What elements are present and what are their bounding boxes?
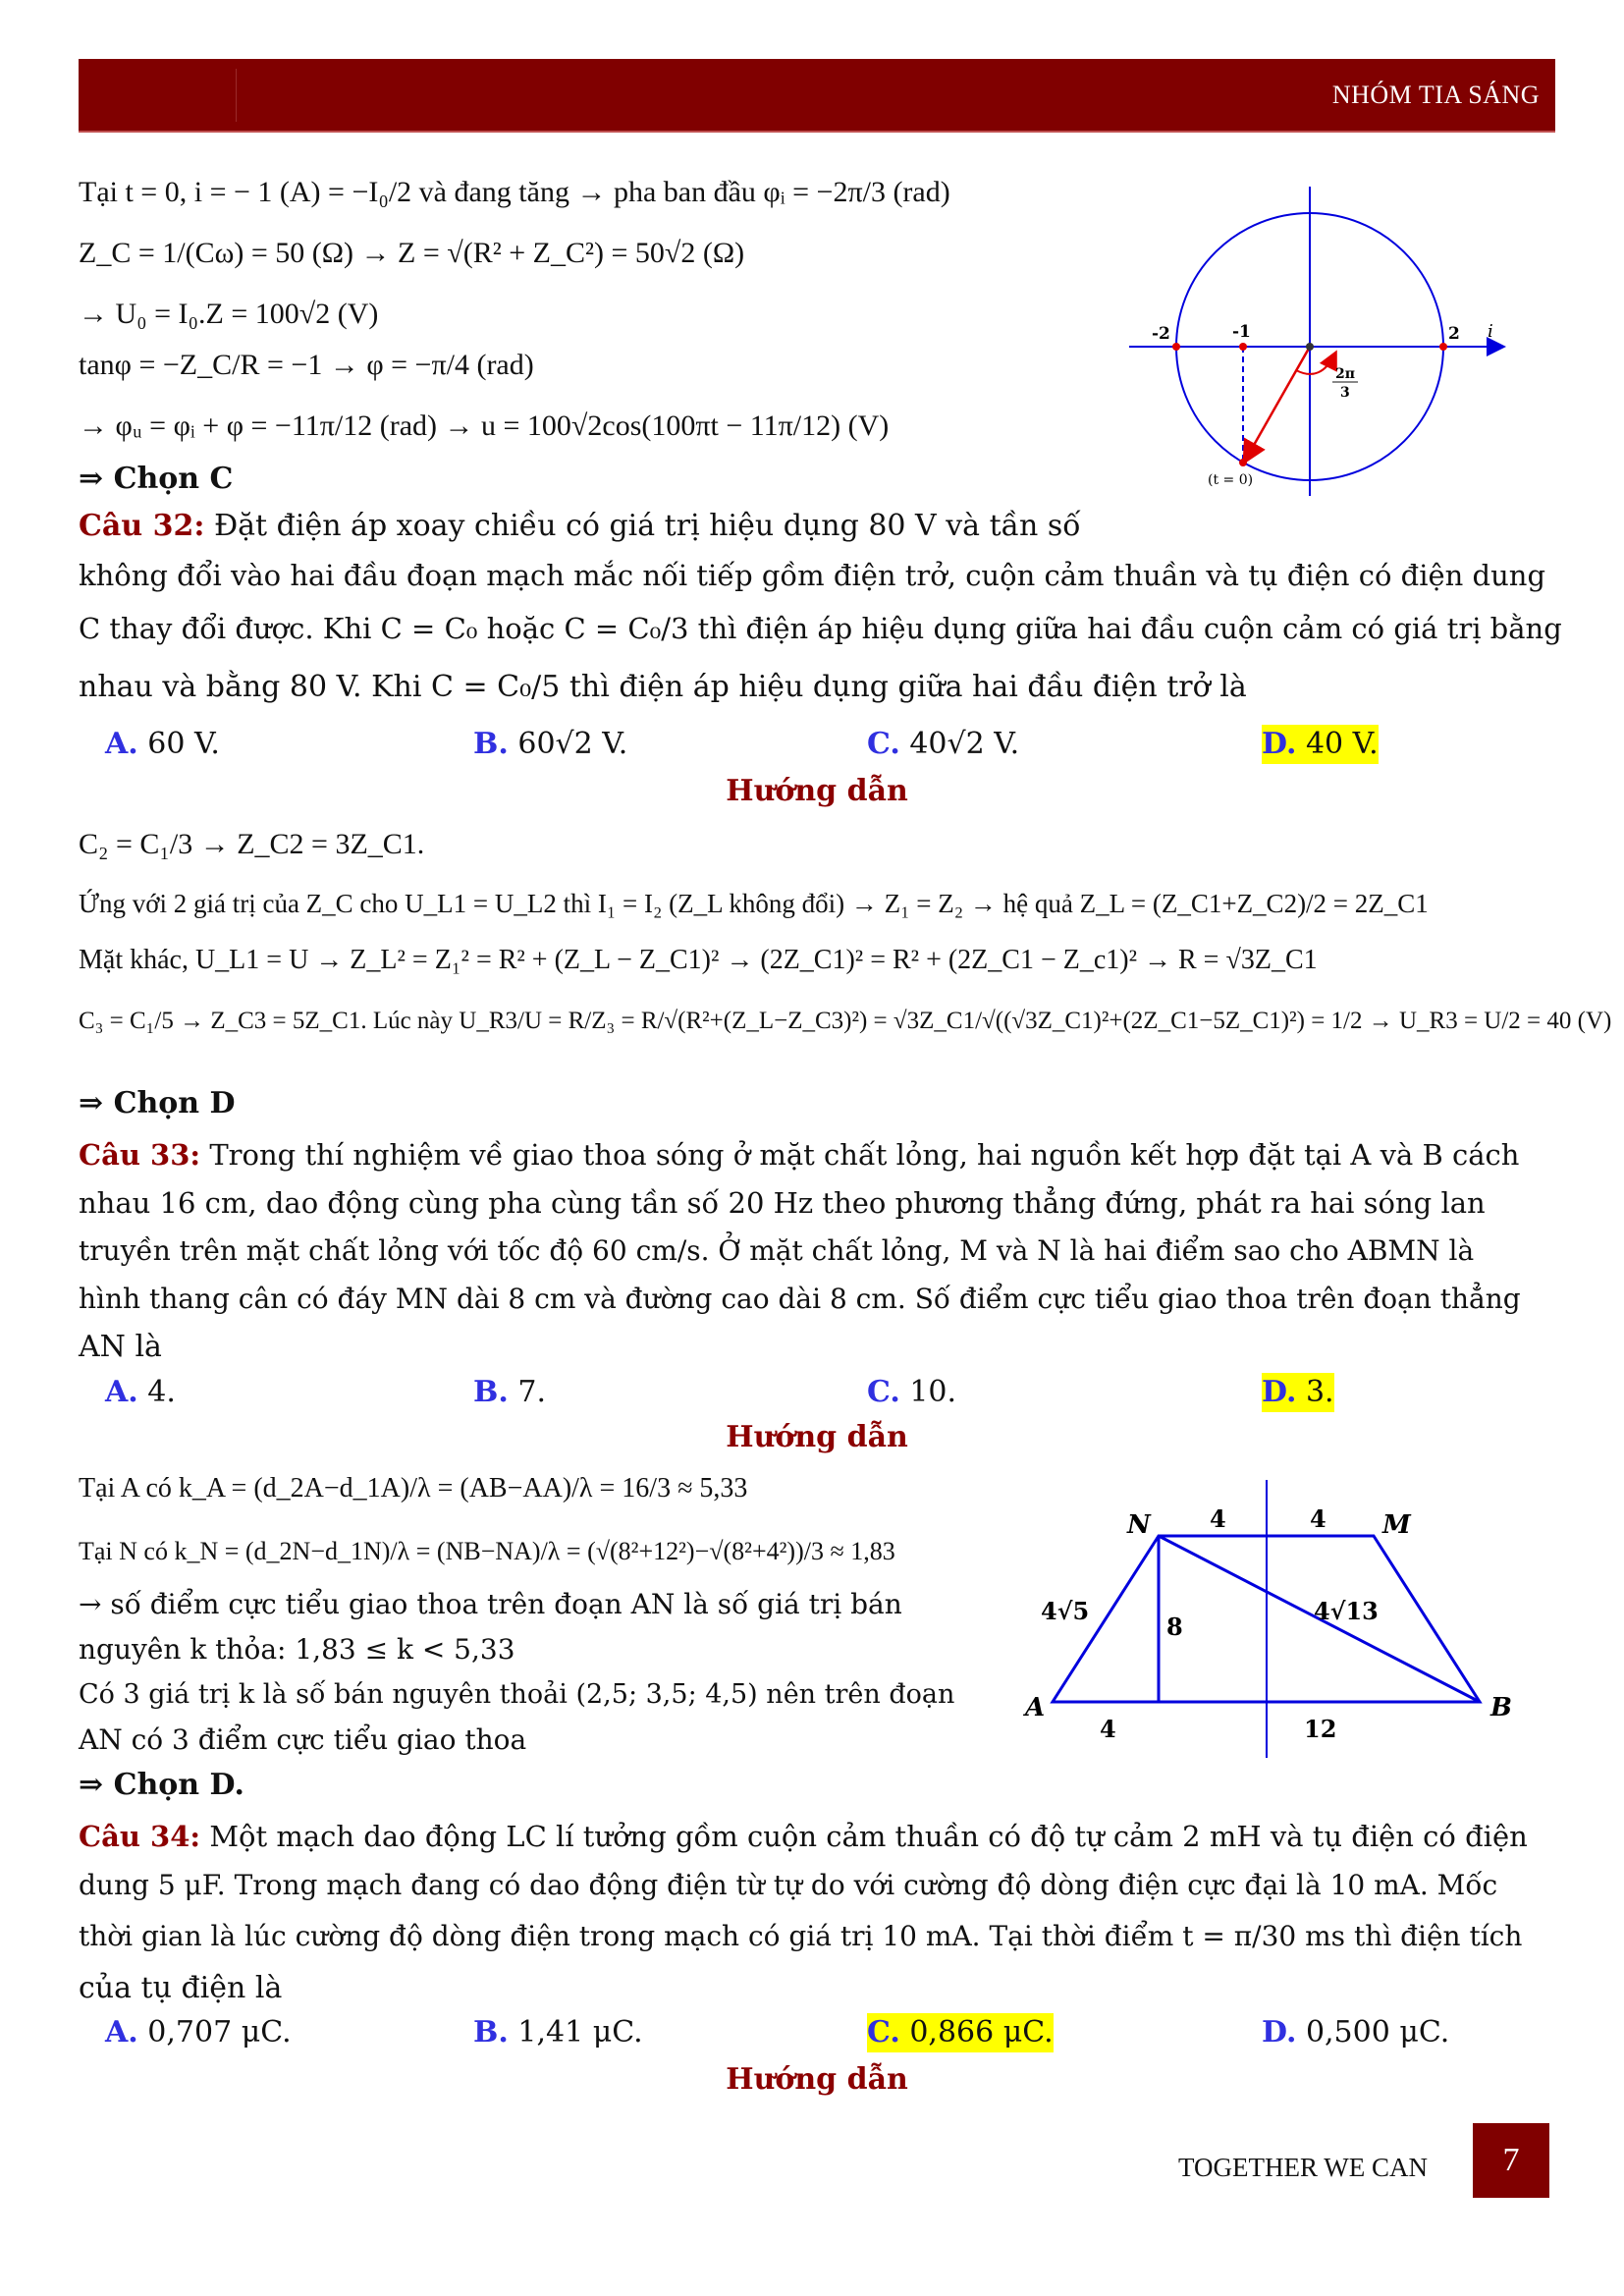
q32-solution-line-4: C₃ = C₁/5 → Z_C3 = 5Z_C1. Lúc này U_R3/U = R/Z₃ = R/√(R²+(Z_L−Z_C3)²) = √3Z_C1/√((√3Z_C1)²+(2Z_C1−5Z_C1)²) = 1/2 → U_R3 = U/2 = 40 (V)	[79, 1008, 1612, 1034]
q31-solution-line-2: Z_C = 1/(Cω) = 50 (Ω) → Z = √(R² + Z_C²) = 50√2 (Ω)	[79, 237, 745, 269]
angle-label-numerator: 2π	[1335, 366, 1355, 382]
tick-label-minus-2: -2	[1152, 324, 1170, 344]
point-label-m: M	[1382, 1510, 1411, 1540]
q32-option-b[interactable]	[473, 725, 627, 764]
point-minus-2	[1172, 343, 1180, 351]
q32-label: Câu 32:	[79, 509, 205, 543]
option-letter: A.	[105, 1375, 138, 1409]
trapezoid-diagram	[1021, 1468, 1551, 1782]
angle-arc-arrow	[1296, 354, 1335, 374]
segment-label-nb: 4√13	[1314, 1597, 1379, 1625]
option-value: 0,866 μC.	[909, 2015, 1054, 2050]
segment-label-an: 4√5	[1041, 1597, 1090, 1625]
q32-line-3: C thay đổi được. Khi C = C₀ hoặc C = C₀/3 thì điện áp hiệu dụng giữa hai đầu cuộn cảm có giá trị bằng	[79, 612, 1562, 645]
q33-guide-heading: Hướng dẫn	[726, 1420, 908, 1454]
q34-line-1	[79, 1817, 1528, 1856]
q31-solution-line-5: → φᵤ = φᵢ + φ = −11π/12 (rad) → u = 100√2cos(100πt − 11π/12) (V)	[79, 410, 890, 442]
option-value: 60 V.	[147, 727, 220, 761]
header-divider	[236, 69, 237, 122]
page-header	[79, 59, 1555, 131]
option-value: 4.	[147, 1375, 176, 1409]
option-value: 10.	[909, 1375, 957, 1409]
tick-label-2: 2	[1448, 324, 1460, 344]
axis-label-i: i	[1488, 321, 1493, 342]
q33-label: Câu 33:	[79, 1138, 201, 1172]
point-2	[1439, 343, 1447, 351]
q34-option-d[interactable]	[1262, 2013, 1449, 2052]
q31-solution-line-1: Tại t = 0, i = − 1 (A) = −I₀/2 và đang tăng → pha ban đầu φᵢ = −2π/3 (rad)	[79, 176, 950, 208]
option-value: 0,707 μC.	[147, 2015, 292, 2050]
q32-option-d-correct[interactable]	[1262, 725, 1379, 764]
point-label-n: N	[1127, 1510, 1151, 1540]
q32-solution-line-1: C₂ = C₁/3 → Z_C2 = 3Z_C1.	[79, 828, 425, 860]
point-label-b: B	[1490, 1693, 1512, 1722]
header-underline	[79, 131, 1555, 133]
q34-label: Câu 34:	[79, 1820, 201, 1853]
q33-line-1	[79, 1135, 1519, 1175]
option-letter: D.	[1262, 2015, 1297, 2050]
q32-guide-heading: Hướng dẫn	[726, 774, 908, 808]
q34-line-4: của tụ điện là	[79, 1971, 283, 2005]
point-t0	[1239, 459, 1247, 466]
point-minus-1	[1239, 343, 1247, 351]
q33-option-c[interactable]	[867, 1373, 956, 1412]
option-letter: C.	[867, 2015, 900, 2050]
q31-solution-line-3: → U₀ = I₀.Z = 100√2 (V)	[79, 298, 379, 330]
q32-text-1: Đặt điện áp xoay chiều có giá trị hiệu dụng 80 V và tần số	[213, 509, 1081, 543]
q34-line-3: thời gian là lúc cường độ dòng điện trong mạch có giá trị 10 mA. Tại thời điểm t = π/30 ms thì điện tích	[79, 1920, 1523, 1952]
q32-solution-line-2: Ứng với 2 giá trị của Z_C cho U_L1 = U_L2 thì I₁ = I₂ (Z_L không đổi) → Z₁ = Z₂ → hệ quả Z_L = (Z_C1+Z_C2)/2 = 2Z_C1	[79, 889, 1429, 918]
option-letter: B.	[473, 2015, 509, 2050]
q33-choose: ⇒ Chọn D.	[79, 1768, 244, 1802]
option-value: 60√2 V.	[517, 727, 628, 761]
segment-label-height: 8	[1166, 1613, 1183, 1641]
segment-label-12: 12	[1304, 1715, 1337, 1743]
q33-solution-line-6: AN có 3 điểm cực tiểu giao thoa	[79, 1723, 527, 1756]
option-value: 3.	[1305, 1375, 1334, 1409]
q33-solution-line-2: Tại N có k_N = (d_2N−d_1N)/λ = (NB−NA)/λ = (√(8²+12²)−√(8²+4²))/3 ≈ 1,83	[79, 1537, 895, 1565]
segment-label-4-right: 4	[1310, 1504, 1326, 1533]
segment-label-4-left: 4	[1210, 1504, 1226, 1533]
q33-solution-line-4: nguyên k thỏa: 1,83 ≤ k < 5,33	[79, 1633, 515, 1666]
q33-option-a[interactable]	[105, 1373, 176, 1412]
option-value: 7.	[517, 1375, 546, 1409]
page-number: 7	[1473, 2123, 1549, 2198]
header-title: NHÓM TIA SÁNG	[1331, 81, 1540, 109]
q32-option-c[interactable]	[867, 725, 1019, 764]
option-value: 0,500 μC.	[1305, 2015, 1450, 2050]
q33-line-3: truyền trên mặt chất lỏng với tốc độ 60 cm/s. Ở mặt chất lỏng, M và N là hai điểm sao cho ABMN là	[79, 1234, 1475, 1267]
option-letter: B.	[473, 1375, 509, 1409]
q33-solution-line-5: Có 3 giá trị k là số bán nguyên thoải (2,5; 3,5; 4,5) nên trên đoạn	[79, 1679, 955, 1710]
q33-solution-line-3: → số điểm cực tiểu giao thoa trên đoạn AN là số giá trị bán	[79, 1588, 902, 1620]
option-value: 40 V.	[1305, 727, 1379, 761]
tick-label-minus-1: -1	[1232, 322, 1251, 342]
q31-choose: ⇒ Chọn C	[79, 462, 234, 496]
q33-solution-line-1: Tại A có k_A = (d_2A−d_1A)/λ = (AB−AA)/λ = 16/3 ≈ 5,33	[79, 1473, 748, 1503]
q34-option-b[interactable]	[473, 2013, 643, 2052]
q31-solution-line-4: tanφ = −Z_C/R = −1 → φ = −π/4 (rad)	[79, 349, 534, 381]
origin-point	[1306, 343, 1314, 351]
option-letter: B.	[473, 727, 509, 761]
q34-line-2: dung 5 μF. Trong mạch đang có dao động điện từ tự do với cường độ dòng điện cực đại là 10 mA. Mốc	[79, 1869, 1498, 1901]
option-letter: D.	[1262, 1375, 1297, 1409]
phasor-arrow	[1245, 347, 1310, 461]
option-value: 1,41 μC.	[517, 2015, 643, 2050]
q33-line-5: AN là	[79, 1330, 162, 1364]
point-label-t0: (t = 0)	[1208, 472, 1254, 488]
q34-option-c-correct[interactable]	[867, 2013, 1054, 2052]
q33-line-4: hình thang cân có đáy MN dài 8 cm và đường cao dài 8 cm. Số điểm cực tiểu giao thoa trên đoạn thẳng	[79, 1283, 1521, 1315]
point-label-a: A	[1025, 1693, 1046, 1722]
q32-line-4: nhau và bằng 80 V. Khi C = C₀/5 thì điện áp hiệu dụng giữa hai đầu điện trở là	[79, 670, 1247, 704]
q33-option-b[interactable]	[473, 1373, 546, 1412]
q34-text-1: Một mạch dao động LC lí tưởng gồm cuộn cảm thuần có độ tự cảm 2 mH và tụ điện có điện	[209, 1820, 1528, 1853]
q32-option-a[interactable]	[105, 725, 220, 764]
q32-choose: ⇒ Chọn D	[79, 1086, 236, 1121]
q32-solution-line-3: Mặt khác, U_L1 = U → Z_L² = Z₁² = R² + (Z_L − Z_C1)² → (2Z_C1)² = R² + (2Z_C1 − Z_c1)² → R = √3Z_C1	[79, 945, 1318, 975]
option-value: 40√2 V.	[909, 727, 1020, 761]
angle-label-denominator: 3	[1340, 385, 1350, 401]
q34-guide-heading: Hướng dẫn	[726, 2062, 908, 2097]
option-letter: D.	[1262, 727, 1297, 761]
q33-option-d-correct[interactable]	[1262, 1373, 1334, 1412]
q33-line-2: nhau 16 cm, dao động cùng pha cùng tần số 20 Hz theo phương thẳng đứng, phát ra hai sóng lan	[79, 1186, 1486, 1220]
option-letter: A.	[105, 727, 138, 761]
phase-circle-diagram	[1124, 182, 1512, 501]
option-letter: C.	[867, 727, 900, 761]
footer-slogan: TOGETHER WE CAN	[1178, 2153, 1428, 2182]
q32-line-1	[79, 507, 1081, 546]
q33-text-1: Trong thí nghiệm về giao thoa sóng ở mặt chất lỏng, hai nguồn kết hợp đặt tại A và B cách	[209, 1138, 1520, 1172]
q32-line-2: không đổi vào hai đầu đoạn mạch mắc nối tiếp gồm điện trở, cuộn cảm thuần và tụ điện có điện dung	[79, 559, 1546, 592]
q34-option-a[interactable]	[105, 2013, 292, 2052]
segment-label-4-bottom: 4	[1100, 1715, 1116, 1743]
option-letter: A.	[105, 2015, 138, 2050]
option-letter: C.	[867, 1375, 900, 1409]
